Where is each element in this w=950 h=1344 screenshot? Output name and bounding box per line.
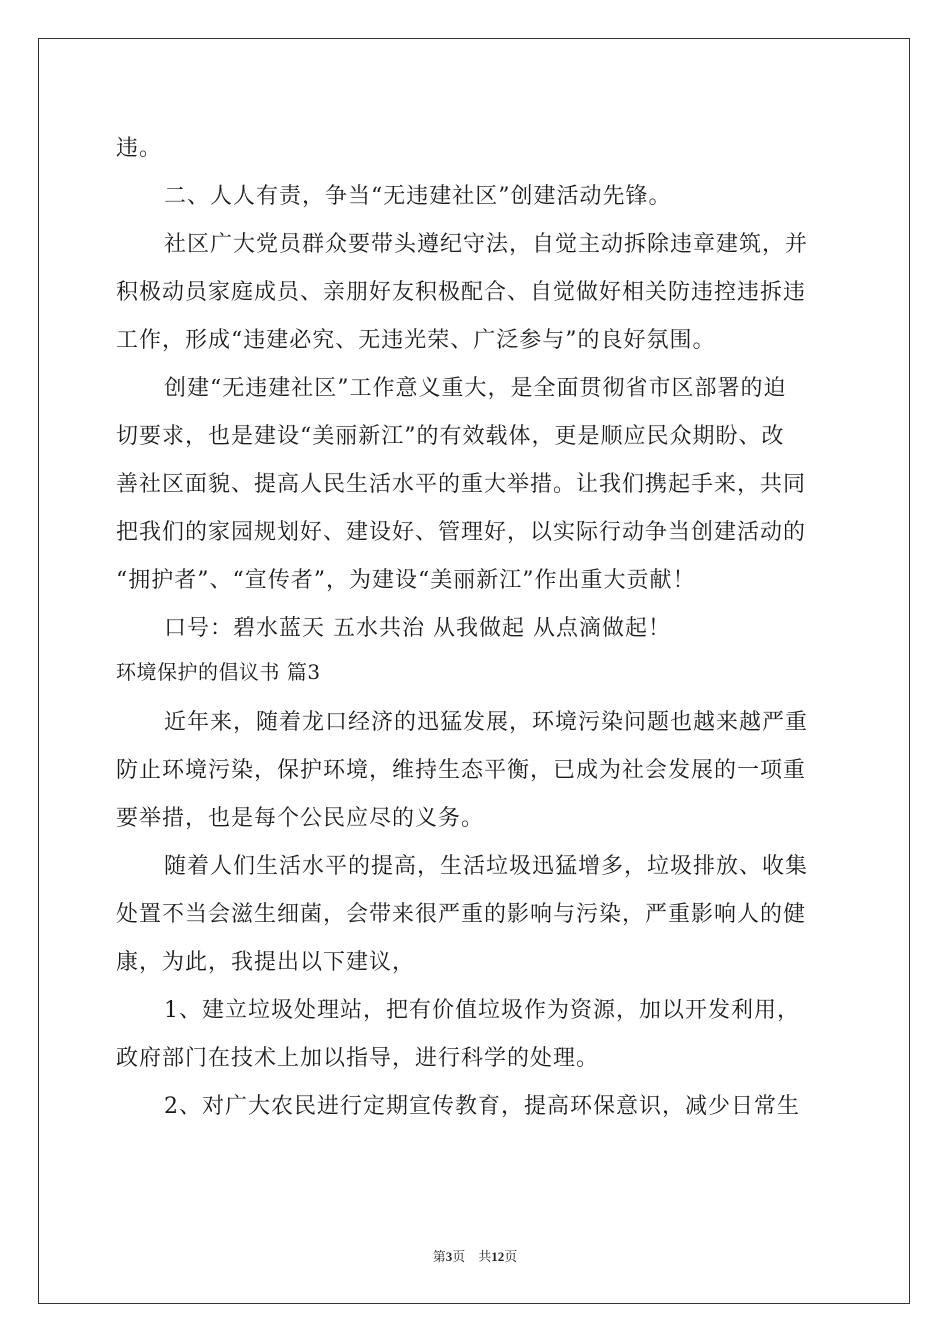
text-line: 切要求，也是建设“美丽新江”的有效载体，更是顺应民众期盼、改 <box>116 424 785 449</box>
list-item-2: 2、对广大农民进行定期宣传教育，提高环保意识，减少日常生 <box>164 1094 800 1119</box>
text-line: “拥护者”、“宣传者”，为建设“美丽新江”作出重大贡献！ <box>116 568 696 593</box>
text-line: 要举措，也是每个公民应尽的义务。 <box>116 806 485 831</box>
total-page-count: 12 <box>491 1249 505 1264</box>
text-line: 善社区面貌、提高人民生活水平的重大举措。让我们携起手来，共同 <box>116 472 807 497</box>
text-line: 创建“无违建社区”工作意义重大，是全面贯彻省市区部署的迫 <box>164 376 787 401</box>
document-body <box>116 125 836 1131</box>
list-item-1: 1、建立垃圾处理站，把有价值垃圾作为资源，加以开发利用， <box>164 998 800 1023</box>
text-line: 违。 <box>116 136 163 161</box>
text-line: 防止环境污染，保护环境，维持生态平衡，已成为社会发展的一项重 <box>116 758 807 783</box>
text-line: 社区广大党员群众要带头遵纪守法，自觉主动拆除违章建筑，并 <box>164 232 809 257</box>
section-heading-2: 二、人人有责，争当“无违建社区”创建活动先锋。 <box>164 184 672 209</box>
page-label-suffix: 页 <box>504 1250 518 1265</box>
page-label-prefix: 第 <box>432 1250 446 1265</box>
slogan-line: 口号：碧水蓝天 五水共治 从我做起 从点滴做起！ <box>164 616 671 641</box>
text-line: 康，为此，我提出以下建议， <box>116 950 416 975</box>
text-line: 工作，形成“违建必究、无违光荣、广泛参与”的良好氛围。 <box>116 328 716 353</box>
text-line: 把我们的家园规划好、建设好、管理好，以实际行动争当创建活动的 <box>116 520 807 545</box>
text-line: 积极动员家庭成员、亲朋好友积极配合、自觉做好相关防违控违拆违 <box>116 280 807 305</box>
text-line: 近年来，随着龙口经济的迅猛发展，环境污染问题也越来越严重 <box>164 710 809 735</box>
current-page-number: 3 <box>445 1249 453 1264</box>
article-heading: 环境保护的倡议书 篇3 <box>116 660 321 684</box>
page-footer <box>0 1246 950 1265</box>
text-line: 处置不当会滋生细菌，会带来很严重的影响与污染，严重影响人的健 <box>116 902 807 927</box>
text-line: 随着人们生活水平的提高，生活垃圾迅猛增多，垃圾排放、收集 <box>164 854 809 879</box>
page-label-middle: 页 共 <box>452 1250 492 1265</box>
text-line: 政府部门在技术上加以指导，进行科学的处理。 <box>116 1046 600 1071</box>
